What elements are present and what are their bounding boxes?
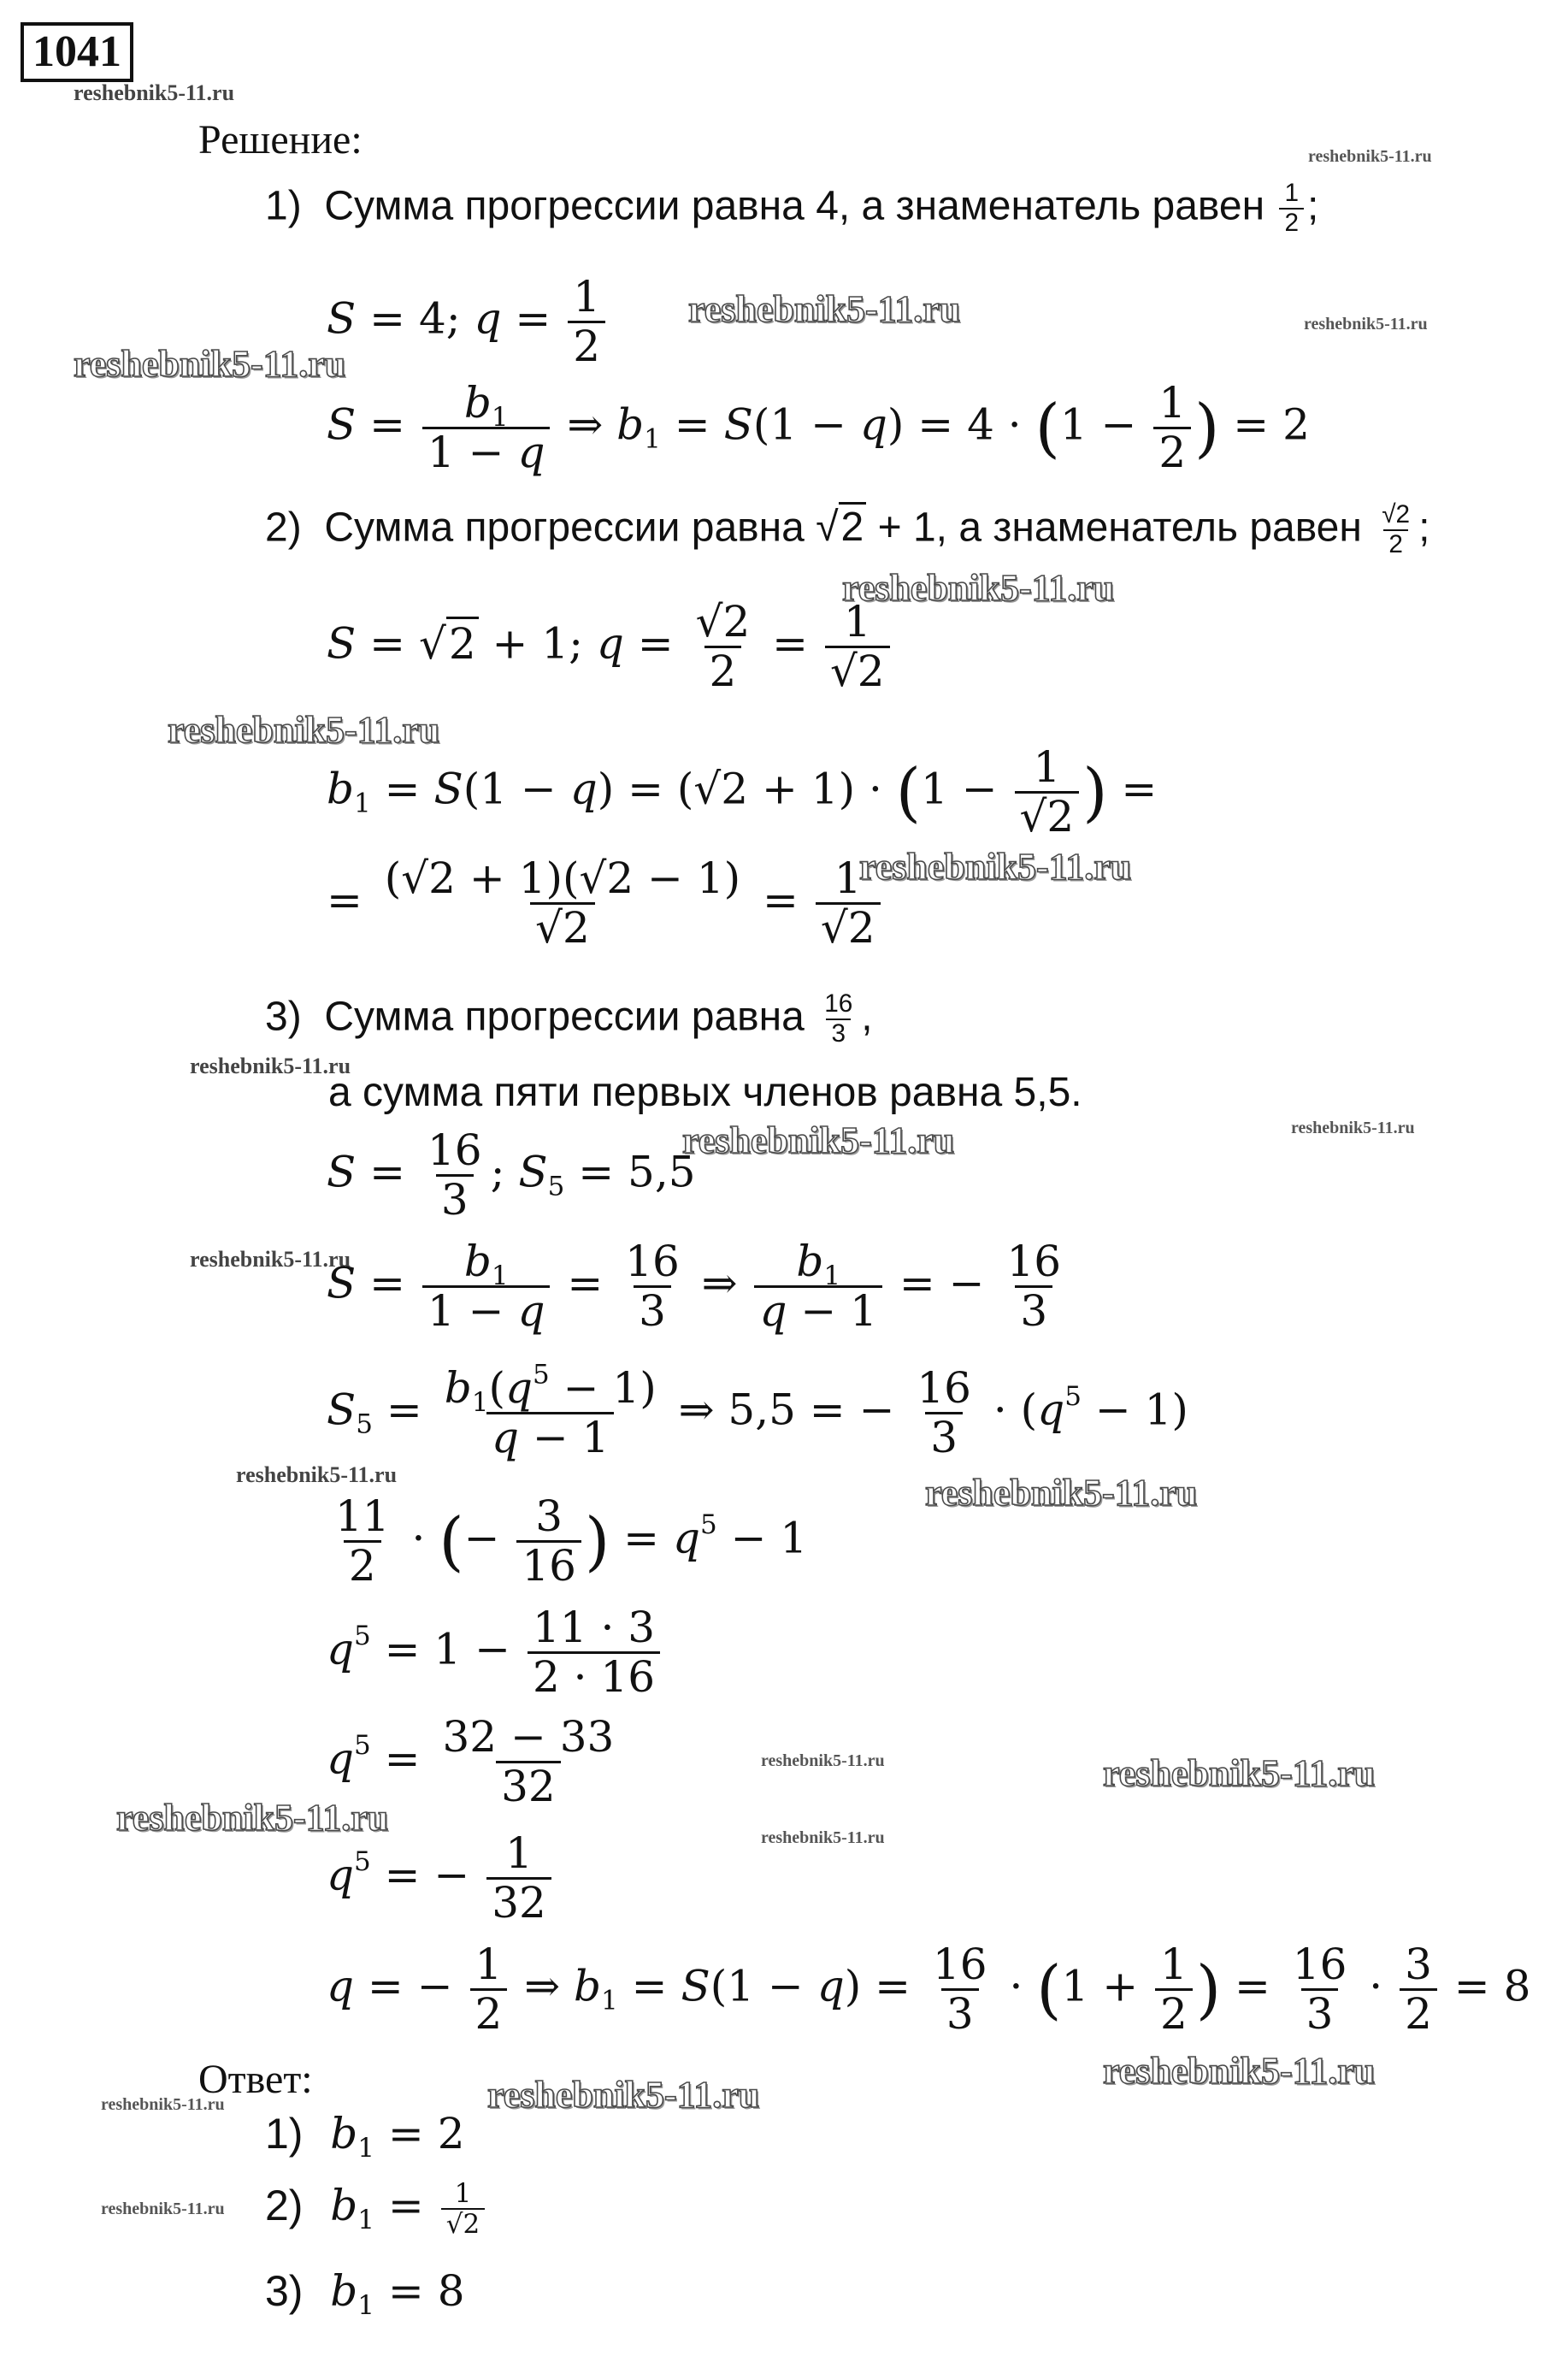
- watermark: reshebnik5-11.ru: [101, 2200, 225, 2218]
- item-3-statement: 3) Сумма прогрессии равна $\frac{16}{3}$ ,: [265, 989, 873, 1048]
- answer-2: 2) $b_1$ = $\frac{1}{√2}$: [265, 2179, 488, 2239]
- watermark: reshebnik5-11.ru: [116, 1797, 389, 1839]
- answer-3: 3) $b_1 = 8$: [265, 2266, 465, 2321]
- watermark: reshebnik5-11.ru: [101, 2095, 225, 2114]
- equation: S = $\frac{b_1}{1 - q}$ = $\frac{16}{3}$ ⇒ $\frac{b_1}{q - 1}$ = − $\frac{16}{3}$: [327, 1237, 1062, 1336]
- watermark: reshebnik5-11.ru: [761, 1828, 885, 1847]
- item-1-statement: 1) Сумма прогрессии равна 4, а знаменатель равен $\frac{1}{2}$ ;: [265, 179, 1319, 237]
- item-marker: 2): [265, 505, 302, 551]
- watermark: reshebnik5-11.ru: [168, 709, 440, 751]
- equation: S = 4; q = $\frac{1}{2}$: [327, 274, 609, 370]
- watermark: reshebnik5-11.ru: [1291, 1119, 1415, 1137]
- watermark: reshebnik5-11.ru: [190, 1247, 351, 1272]
- equation: S = $\frac{b_1}{1 - q}$ ⇒ $b_1 = S(1 - q) = 4 \cdot (1$ − $\frac{1}{2}$ ) = 2: [327, 378, 1310, 477]
- watermark: reshebnik5-11.ru: [682, 1119, 955, 1161]
- equation: $q^5$ = $\frac{32 - 33}{32}$: [327, 1712, 615, 1811]
- answer-heading: Ответ:: [198, 2057, 313, 2102]
- watermark: reshebnik5-11.ru: [859, 846, 1132, 888]
- equation: $q^5$ = − $\frac{1}{32}$: [327, 1830, 555, 1927]
- equation: S = √2 + 1; q = $\frac{√2}{2}$ = $\frac{1}{√2}$: [327, 599, 893, 695]
- watermark: reshebnik5-11.ru: [688, 288, 961, 330]
- watermark: reshebnik5-11.ru: [761, 1751, 885, 1770]
- watermark: reshebnik5-11.ru: [487, 2074, 760, 2116]
- equation: $b_1 = S(1 - q) = (√2 + 1) \cdot (1$ − $\frac{1}{√2}$ ) =: [327, 742, 1158, 841]
- watermark: reshebnik5-11.ru: [236, 1462, 398, 1487]
- item-2-statement: 2) Сумма прогрессии равна √2 + 1, а знаменатель равен $\frac{√2}{2}$ ;: [265, 500, 1430, 558]
- watermark: reshebnik5-11.ru: [74, 80, 235, 105]
- equation: S = $\frac{16}{3}$ ; $S_5 = 5,5$: [327, 1125, 696, 1225]
- problem-number-box: 1041: [21, 22, 133, 82]
- equation: q = − $\frac{1}{2}$ ⇒ $b_1 = S(1 - q)$ = $\frac{16}{3}$ · (1 + $\frac{1}{2}$ ) = $\frac{16}{3}$ · $\frac{3}{2}$ = 8: [327, 1940, 1531, 2039]
- watermark: reshebnik5-11.ru: [1308, 147, 1432, 166]
- watermark: reshebnik5-11.ru: [925, 1472, 1198, 1514]
- equation: $S_5$ = $\frac{b_1(q^5 - 1)}{q - 1}$ ⇒ 5,5 = − $\frac{16}{3}$ · $(q^5 - 1)$: [327, 1359, 1188, 1462]
- equation: = $\frac{(√2 + 1)(√2 - 1)}{√2}$ = $\frac{1}{√2}$: [327, 855, 884, 952]
- watermark: reshebnik5-11.ru: [1103, 2050, 1376, 2092]
- solution-heading: Решение:: [198, 117, 363, 162]
- equation: $\frac{11}{2}$ · (− $\frac{3}{16}$ ) = $q^5 - 1$: [335, 1491, 808, 1591]
- item-3-statement-line2: а сумма пяти первых членов равна 5,5.: [328, 1070, 1082, 1115]
- watermark: reshebnik5-11.ru: [190, 1054, 351, 1078]
- equation: $q^5 = 1$ − $\frac{11 \cdot 3}{2 \cdot 16}$: [327, 1604, 663, 1701]
- item-marker: 1): [265, 183, 302, 229]
- watermark: reshebnik5-11.ru: [1304, 315, 1428, 334]
- watermark: reshebnik5-11.ru: [1103, 1752, 1376, 1794]
- item-text: Сумма прогрессии равна 4, а знаменатель равен: [324, 183, 1265, 229]
- watermark: reshebnik5-11.ru: [842, 567, 1115, 609]
- watermark: reshebnik5-11.ru: [74, 343, 346, 385]
- item-marker: 3): [265, 994, 302, 1040]
- answer-1: 1) $b_1 = 2$: [265, 2109, 465, 2164]
